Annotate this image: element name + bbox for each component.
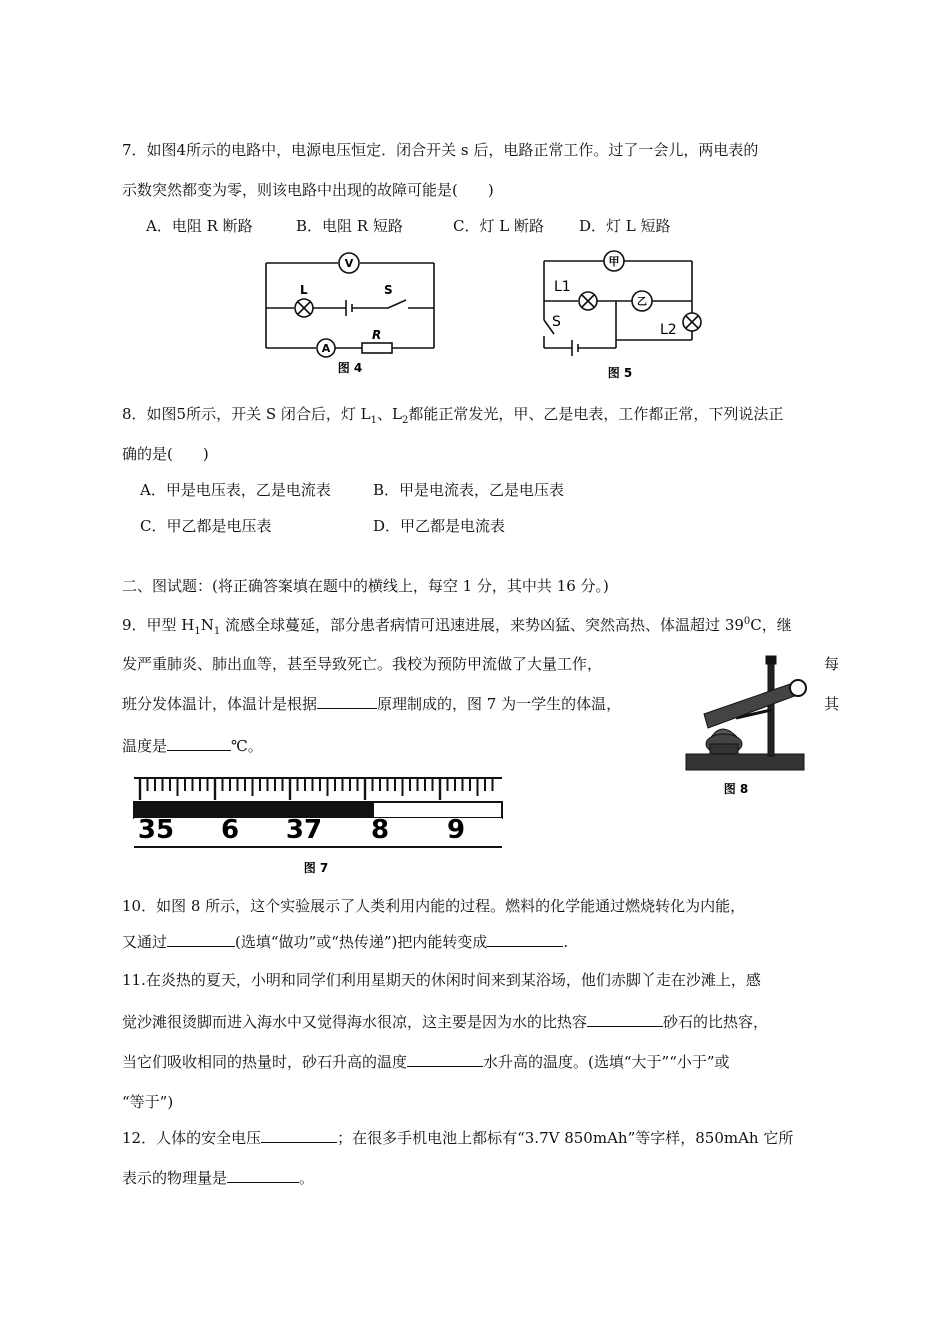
fig5-s-label: S [552, 314, 561, 330]
q9-line2-right: 每 [824, 655, 840, 673]
q8-option-a: A．甲是电压表，乙是电流表 [140, 481, 331, 499]
q8-line1 [122, 404, 783, 431]
q9-line3 [122, 694, 621, 714]
figure-5-circuit [536, 248, 706, 384]
fig5-jia-label: 甲 [608, 255, 620, 268]
scale-label-36: 6 [220, 815, 240, 845]
q9-line3-post: 原理制成的，图 7 为一学生的体温， [377, 695, 622, 713]
fig5-l2-label: L2 [660, 322, 677, 338]
fig4-a-label: A [321, 342, 331, 355]
q11-line3 [122, 1052, 730, 1072]
q10-line1: 10．如图 8 所示，这个实验展示了人类利用内能的过程。燃料的化学能通过燃烧转化为内能， [122, 897, 746, 915]
q9-sup: 0 [743, 616, 751, 627]
q11-blank-specific-heat[interactable] [587, 1012, 663, 1027]
q7-option-c: C．灯 L 断路 [453, 217, 544, 235]
q7-line1: 7．如图4所示的电路中，电源电压恒定．闭合开关 s 后，电路正常工作。过了一会儿，两电表的 [122, 141, 759, 159]
q9-line2: 发严重肺炎、肺出血等，甚至导致死亡。我校为预防甲流做了大量工作， [122, 655, 603, 673]
q9-line4-post: ℃。 [231, 737, 263, 755]
q12-line1 [122, 1128, 793, 1148]
q10-line2-end: . [563, 933, 569, 951]
fig4-r-label: R [372, 328, 382, 342]
q12-line2-pre: 表示的物理量是 [122, 1169, 228, 1187]
fig4-caption: 图 4 [337, 361, 363, 375]
q11-line2-post: 砂石的比热容， [663, 1013, 769, 1031]
figure-7-thermometer [132, 774, 504, 878]
q8-sub2: 2 [401, 415, 409, 426]
q10-blank-energy[interactable] [487, 932, 563, 947]
q11-line1: 11.在炎热的夏天，小明和同学们利用星期天的休闲时间来到某浴场，他们赤脚丫走在沙滩上，感 [122, 971, 761, 989]
fig4-v-label: V [344, 257, 354, 270]
q8-option-c: C．甲乙都是电压表 [140, 517, 272, 535]
q8-text-c: 都能正常发光，甲、乙是电表，工作都正常，下列说法正 [408, 405, 784, 423]
q11-line3-post: 水升高的温度。(选填“大于”“小于”或 [483, 1053, 730, 1071]
q11-line3-pre: 当它们吸收相同的热量时，砂石升高的温度 [122, 1053, 408, 1071]
q7-option-b: B．电阻 R 短路 [296, 217, 403, 235]
q9-line4-pre: 温度是 [122, 737, 168, 755]
q7-option-a: A．电阻 R 断路 [146, 217, 253, 235]
q12-line2-post: 。 [299, 1169, 315, 1187]
fig5-yi-label: 乙 [637, 297, 647, 308]
q11-line4: “等于”) [122, 1093, 174, 1111]
q11-blank-temperature[interactable] [407, 1052, 483, 1067]
fig4-s-label: S [384, 283, 393, 297]
q12-line1-post: ；在很多手机电池上都标有“3.7V 850mAh”等字样，850mAh 它所 [337, 1129, 794, 1147]
q9-line3-pre: 班分发体温计，体温计是根据 [122, 695, 318, 713]
q9-line3-right: 其 [824, 695, 840, 713]
q8-option-d: D．甲乙都是电流表 [373, 517, 506, 535]
q11-line2 [122, 1012, 768, 1032]
q9-line1 [122, 612, 792, 642]
q8-option-b: B．甲是电流表，乙是电压表 [373, 481, 565, 499]
thermometer-ticks [140, 779, 493, 800]
q9-line4 [122, 736, 263, 756]
section-2-heading: 二、图试题：(将正确答案填在题中的横线上，每空 1 分，其中共 16 分。) [122, 577, 609, 595]
fig8-caption: 图 8 [723, 782, 749, 796]
figure-8-apparatus [676, 652, 818, 800]
q9-blank-principle[interactable] [317, 694, 377, 709]
fig7-caption: 图 7 [303, 861, 329, 875]
q8-sub1: 1 [370, 415, 378, 426]
scale-label-39: 9 [446, 815, 466, 845]
scale-label-35: 35 [137, 815, 175, 845]
fig5-caption: 图 5 [607, 366, 633, 380]
q9-text-d: C，继 [750, 616, 792, 634]
figure-4-circuit [258, 248, 442, 378]
q9-blank-temperature[interactable] [167, 736, 231, 751]
q12-line1-pre: 12．人体的安全电压 [122, 1129, 262, 1147]
fig4-l-label: L [300, 283, 308, 297]
q9-sub1: 1 [194, 626, 201, 637]
q9-text-b: N [200, 616, 214, 634]
q9-text-c: 流感全球蔓延，部分患者病情可迅速进展，来势凶猛、突然高热、体温超过 39 [220, 616, 744, 634]
q7-option-d: D．灯 L 短路 [579, 217, 671, 235]
scale-label-38: 8 [370, 815, 390, 845]
q7-line2: 示数突然都变为零，则该电路中出现的故障可能是( ) [122, 181, 494, 199]
q8-line2: 确的是( ) [122, 445, 209, 463]
q9-sub2: 1 [213, 626, 221, 637]
q11-line2-pre: 觉沙滩很烫脚而进入海水中又觉得海水很凉，这主要是因为水的比热容 [122, 1013, 588, 1031]
q12-line2 [122, 1168, 314, 1188]
q10-line2-mid: (选填“做功”或“热传递”)把内能转变成 [235, 933, 488, 951]
q9-text-a: 9．甲型 H [122, 616, 195, 634]
q8-text-a: 8．如图5所示，开关 S 闭合后，灯 L [122, 405, 371, 423]
q10-line2 [122, 932, 568, 952]
fig5-l1-label: L1 [554, 279, 571, 295]
scale-label-37: 37 [285, 815, 323, 845]
q12-blank-voltage[interactable] [261, 1128, 337, 1143]
q10-blank-method[interactable] [167, 932, 235, 947]
q10-line2-pre: 又通过 [122, 933, 168, 951]
q12-blank-quantity[interactable] [227, 1168, 299, 1183]
q8-text-b: 、L [377, 405, 402, 423]
